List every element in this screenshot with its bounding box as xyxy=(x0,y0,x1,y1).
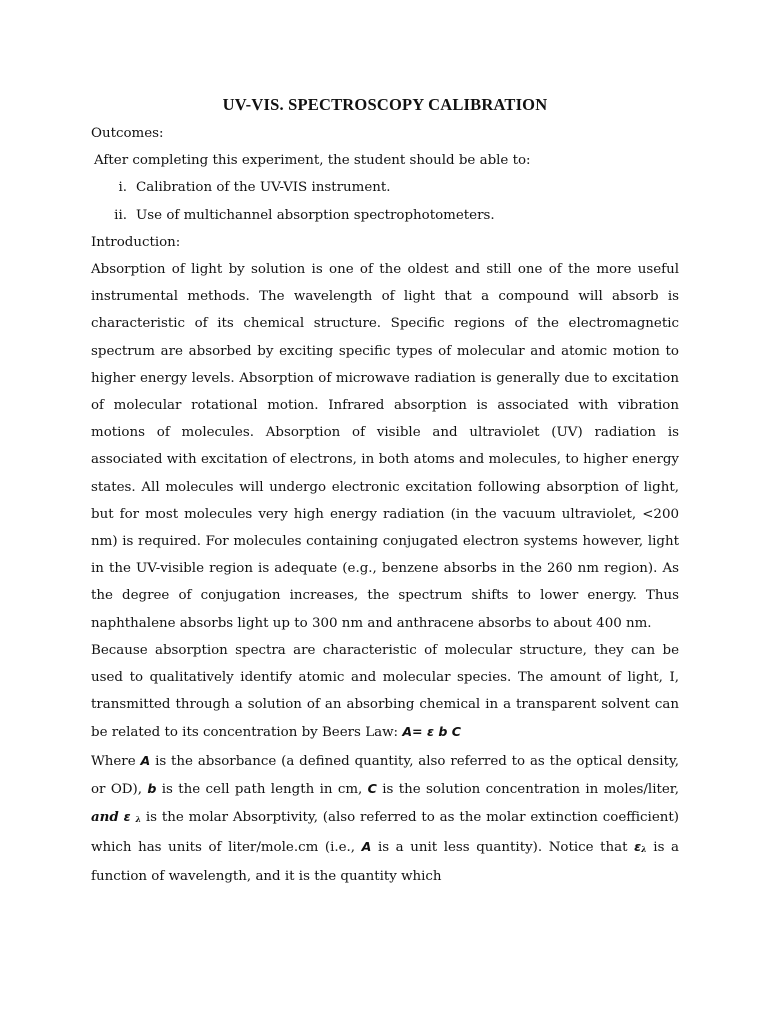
symbol-absorbance: A xyxy=(140,752,151,768)
symbol-lambda: λ xyxy=(135,814,142,825)
symbol-lambda: λ xyxy=(641,844,647,855)
paragraph-3 xyxy=(91,747,679,891)
list-item-text: Use of multichannel absorption spectrophotometers. xyxy=(136,207,495,223)
outcomes-intro: After completing this experiment, the student should be able to: xyxy=(94,153,531,169)
symbol-absorbance: A xyxy=(361,839,372,855)
paragraph-3-text: is a function of wavelength, and it is the quantity which xyxy=(91,840,680,885)
paragraph-3-text: is the cell path length in cm, xyxy=(156,781,368,797)
document-title: UV-VIS. SPECTROSCOPY CALIBRATION xyxy=(222,95,548,114)
paragraph-3-text: is the solution concentration in moles/liter, xyxy=(376,781,679,797)
symbol-epsilon: ε xyxy=(634,839,642,855)
list-item xyxy=(91,174,679,201)
list-item-number: ii. xyxy=(114,207,127,223)
symbol-epsilon: ε xyxy=(123,809,131,825)
paragraph-3-text: is the molar Absorptivity, (also referred to as the molar extinction coefficient) which has units of liter/mole.cm (i.e., xyxy=(91,810,679,856)
outcomes-list xyxy=(91,174,679,228)
outcomes-heading: Outcomes: xyxy=(91,126,164,141)
paragraph-3-text: is the absorbance (a defined quantity, also referred to as the optical density, or OD), xyxy=(91,753,679,797)
paragraph-2 xyxy=(91,637,679,747)
introduction-heading: Introduction: xyxy=(91,234,181,250)
symbol-path-length: b xyxy=(147,780,157,796)
paragraph-1: Absorption of light by solution is one of the oldest and still one of the more useful instrumental methods. The wavelength of light that a compound will absorb is characteristic of its chemical structure. Specific regions of the electromagnetic spectrum are absorbed by exciting specific types of molecular and atomic motion to higher energy levels. Absorption of microwave radiation is generally due to excitation of molecular rotational motion. Infrared absorption is associated with vibration motions of molecules. Absorption of visible and ultraviolet (UV) radiation is associated with excitation of electrons, in both atoms and molecules, to higher energy states. All molecules will undergo electronic excitation following absorption of light, but for most molecules very high energy radiation (in the vacuum ultraviolet, <200 nm) is required. For molecules containing conjugated electron systems however, light in the UV-visible region is adequate (e.g., benzene absorbs in the 260 nm region). As the degree of conjugation increases, the spectrum shifts to lower energy. Thus naphthalene absorbs light up to 300 nm and anthracene absorbs to about 400 nm. xyxy=(91,262,679,631)
list-item xyxy=(91,202,679,229)
beers-law-equation: A= ε b C xyxy=(402,724,462,740)
list-item-number: i. xyxy=(118,180,127,196)
emphasis-and: and xyxy=(91,809,119,826)
paragraph-2-text: Because absorption spectra are characteristic of molecular structure, they can be used to qualitatively identify atomic and molecular species. The amount of light, I, transmitted through a solution of an absorbing chemical in a transparent solvent can be related to its concentration by Beers Law: xyxy=(91,642,679,741)
paragraph-3-text: is a unit less quantity). Notice that xyxy=(371,840,635,856)
list-item-text: Calibration of the UV-VIS instrument. xyxy=(136,180,391,196)
paragraph-3-text: Where xyxy=(91,753,141,769)
document-page xyxy=(91,92,679,891)
symbol-concentration: C xyxy=(367,780,377,796)
